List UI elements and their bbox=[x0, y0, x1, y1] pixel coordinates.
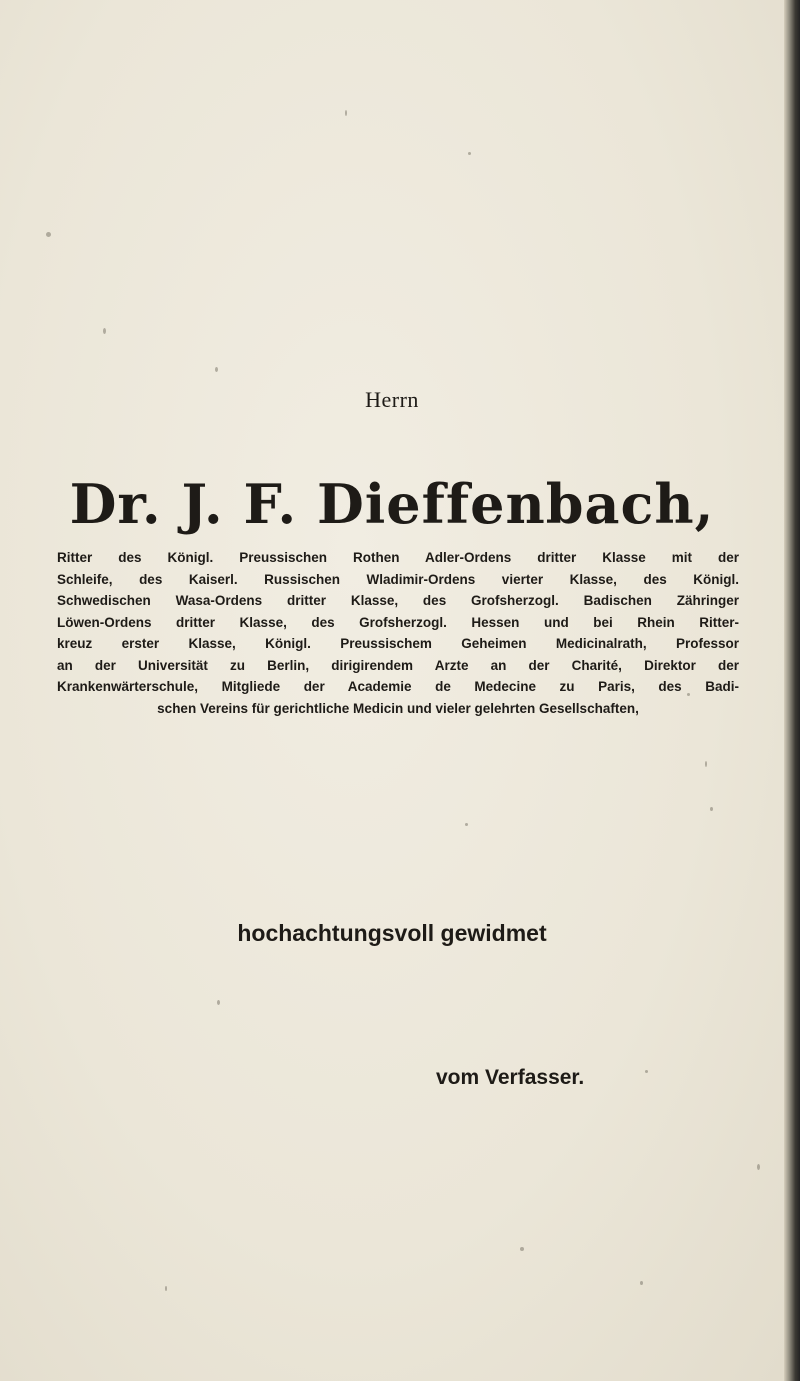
paper-speck bbox=[645, 1070, 648, 1073]
paper-speck bbox=[46, 232, 51, 237]
title-line: an der Universität zu Berlin, dirigirendem Arzte an der Charité, Direktor der bbox=[57, 657, 739, 673]
paper-speck bbox=[705, 761, 707, 767]
salutation: Herrn bbox=[365, 387, 419, 412]
paper-speck bbox=[217, 1000, 220, 1005]
paper-speck bbox=[465, 823, 468, 826]
paper-speck bbox=[103, 328, 106, 334]
paper-speck bbox=[215, 367, 218, 372]
author-line: vom Verfasser. bbox=[436, 1066, 585, 1089]
title-line: Krankenwärterschule, Mitgliede der Academie de Medecine zu Paris, des Badi- bbox=[57, 679, 739, 694]
paper-speck bbox=[520, 1247, 524, 1251]
page-edge-shadow bbox=[784, 0, 800, 1381]
dedication: hochachtungsvoll gewidmet bbox=[237, 920, 547, 946]
paper-speck bbox=[345, 110, 347, 116]
paper-speck bbox=[640, 1281, 643, 1285]
paper-speck bbox=[757, 1164, 760, 1170]
recipient-titles bbox=[57, 547, 739, 719]
title-line: Ritter des Königl. Preussischen Rothen Adler-Ordens dritter Klasse mit der bbox=[57, 550, 739, 565]
title-line: Schleife, des Kaiserl. Russischen Wladimir-Ordens vierter Klasse, des Königl. bbox=[57, 571, 739, 587]
title-line: Löwen-Ordens dritter Klasse, des Grofsherzogl. Hessen und bei Rhein Ritter- bbox=[57, 614, 739, 630]
paper-speck bbox=[165, 1286, 167, 1291]
recipient-name: Dr. J. F. Dieffenbach, bbox=[69, 472, 715, 536]
title-line: kreuz erster Klasse, Königl. Preussischem Geheimen Medicinalrath, Professor bbox=[57, 636, 739, 651]
paper-speck bbox=[710, 807, 713, 811]
paper-speck bbox=[468, 152, 471, 155]
title-line: Schwedischen Wasa-Ordens dritter Klasse, des Grofsherzogl. Badischen Zähringer bbox=[57, 593, 739, 608]
title-line: schen Vereins für gerichtliche Medicin und vieler gelehrten Gesellschaften, bbox=[157, 700, 639, 716]
